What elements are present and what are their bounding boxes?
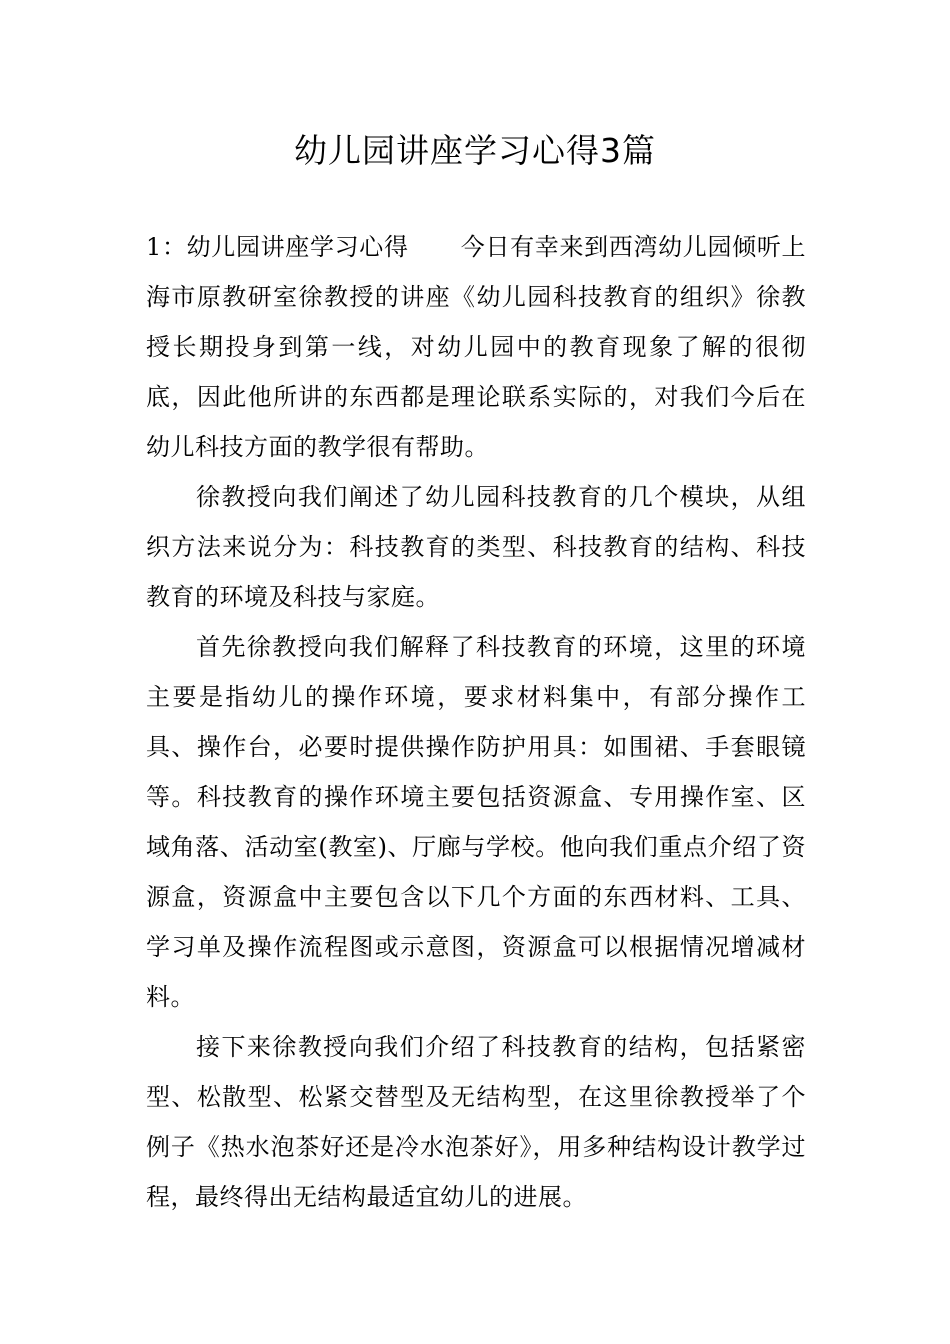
body-paragraph: 接下来徐教授向我们介绍了科技教育的结构，包括紧密型、松散型、松紧交替型及无结构型，在这里徐教授举了个例子《热水泡茶好还是冷水泡茶好》，用多种结构设计教学过程，最终得出无结构最适宜幼儿的进展。 [146,1033,806,1211]
body-paragraph: 徐教授向我们阐述了幼儿园科技教育的几个模块，从组织方法来说分为：科技教育的类型、科技教育的结构、科技教育的环境及科技与家庭。 [146,483,806,611]
section-text: 今日有幸来到西湾幼儿园倾听上海市原教研室徐教授的讲座《幼儿园科技教育的组织》徐教授长期投身到第一线，对幼儿园中的教育现象了解的很彻底，因此他所讲的东西都是理论联系实际的，对我们今后在幼儿科技方面的教学很有帮助。 [146,233,806,461]
intro-paragraph [146,222,806,472]
body-paragraph: 首先徐教授向我们解释了科技教育的环境，这里的环境主要是指幼儿的操作环境，要求材料集中，有部分操作工具、操作台，必要时提供操作防护用具：如围裙、手套眼镜等。科技教育的操作环境主要包括资源盒、专用操作室、区域角落、活动室(教室)、厅廊与学校。他向我们重点介绍了资源盒，资源盒中主要包含以下几个方面的东西材料、工具、学习单及操作流程图或示意图，资源盒可以根据情况增减材料。 [146,633,806,1011]
document-title: 幼儿园讲座学习心得3篇 [294,131,656,170]
section-heading: 1：幼儿园讲座学习心得 [146,233,409,261]
document-body [146,222,806,1222]
